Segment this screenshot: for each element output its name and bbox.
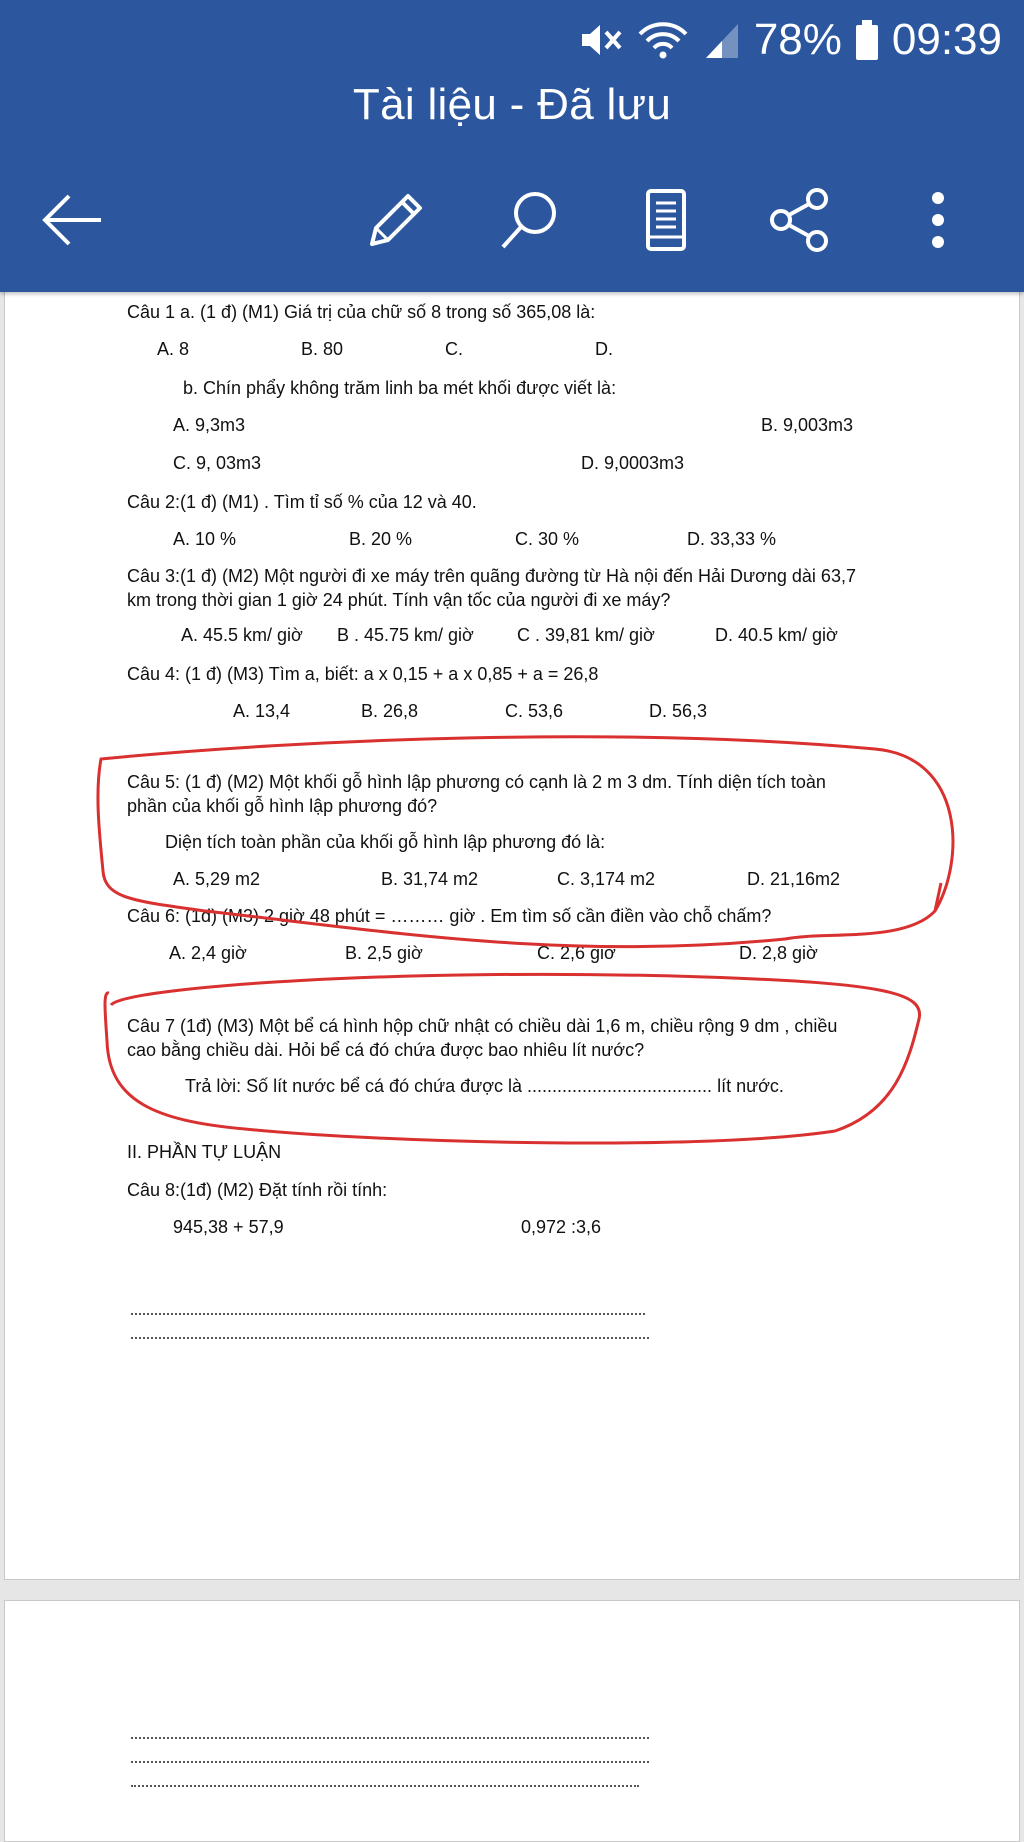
pencil-icon xyxy=(364,188,428,252)
question-3-line-1: Câu 3:(1 đ) (M2) Một người đi xe máy trên quãng đường từ Hà nội đến Hải Dương dài 63,7 xyxy=(127,566,856,586)
q6-option-c: C. 2,6 giờ xyxy=(537,943,616,963)
question-1b: b. Chín phẩy không trăm linh ba mét khối được viết là: xyxy=(183,378,617,398)
q4-option-b: B. 26,8 xyxy=(361,701,419,721)
question-8: Câu 8:(1đ) (M2) Đặt tính rồi tính: xyxy=(127,1180,388,1200)
q1a-option-d: D. xyxy=(595,339,613,359)
q5-option-b: B. 31,74 m2 xyxy=(381,869,479,889)
back-button[interactable] xyxy=(32,180,112,260)
question-5-line-2: phần của khối gỗ hình lập phương đó? xyxy=(127,796,438,816)
document-page-1[interactable] xyxy=(4,270,1020,1580)
mute-icon xyxy=(578,20,624,60)
q1a-option-c: C. xyxy=(445,339,463,359)
q1b-option-a: A. 9,3m3 xyxy=(173,415,246,435)
q3-option-d: D. 40.5 km/ giờ xyxy=(715,625,838,645)
question-1a: Câu 1 a. (1 đ) (M1) Giá trị của chữ số 8 trong số 365,08 là: xyxy=(127,302,596,322)
question-2: Câu 2:(1 đ) (M1) . Tìm tỉ số % của 12 và 40. xyxy=(127,492,477,512)
question-7-line-2: cao bằng chiều dài. Hỏi bể cá đó chứa được bao nhiêu lít nước? xyxy=(127,1040,645,1060)
q2-option-a: A. 10 % xyxy=(173,529,237,549)
share-icon xyxy=(767,187,833,253)
q4-option-c: C. 53,6 xyxy=(505,701,564,721)
q8-item-1: 945,38 + 57,9 xyxy=(173,1217,284,1237)
question-5-line-3: Diện tích toàn phần của khối gỗ hình lập phương đó là: xyxy=(165,832,606,852)
q8-item-2: 0,972 :3,6 xyxy=(521,1217,602,1237)
share-button[interactable] xyxy=(760,180,840,260)
search-button[interactable] xyxy=(490,180,570,260)
q5-option-d: D. 21,16m2 xyxy=(747,869,841,889)
q6-option-b: B. 2,5 giờ xyxy=(345,943,423,963)
edit-button[interactable] xyxy=(356,180,436,260)
answer-dotted-line xyxy=(131,1761,649,1763)
q3-option-b: B . 45.75 km/ giờ xyxy=(337,625,474,645)
answer-dotted-line xyxy=(131,1737,649,1739)
q1a-option-a: A. 8 xyxy=(157,339,190,359)
document-title: Tài liệu - Đã lưu xyxy=(352,80,672,129)
answer-dotted-line xyxy=(131,1337,649,1339)
question-4: Câu 4: (1 đ) (M3) Tìm a, biết: a x 0,15 + a x 0,85 + a = 26,8 xyxy=(127,664,599,684)
signal-icon xyxy=(702,20,742,60)
reader-view-icon xyxy=(642,187,690,253)
app-bar xyxy=(0,0,1024,292)
answer-dotted-line xyxy=(131,1313,645,1315)
q6-option-a: A. 2,4 giờ xyxy=(169,943,247,963)
more-options-button[interactable] xyxy=(898,180,978,260)
status-bar xyxy=(578,10,1002,70)
wifi-icon xyxy=(636,20,690,60)
q1b-option-b: B. 9,003m3 xyxy=(761,415,854,435)
section-heading: II. PHẦN TỰ LUẬN xyxy=(127,1142,282,1162)
reading-view-button[interactable] xyxy=(626,180,706,260)
q3-option-a: A. 45.5 km/ giờ xyxy=(181,625,303,645)
q3-option-c: C . 39,81 km/ giờ xyxy=(517,625,655,645)
search-icon xyxy=(497,187,563,253)
q2-option-b: B. 20 % xyxy=(349,529,413,549)
answer-dotted-line xyxy=(131,1785,639,1787)
question-5-line-1: Câu 5: (1 đ) (M2) Một khối gỗ hình lập phương có cạnh là 2 m 3 dm. Tính diện tích toàn xyxy=(127,772,826,792)
question-6: Câu 6: (1đ) (M3) 2 giờ 48 phút = ……… giờ . Em tìm số cần điền vào chỗ chấm? xyxy=(127,906,772,926)
battery-icon xyxy=(854,19,880,61)
question-7-line-1: Câu 7 (1đ) (M3) Một bể cá hình hộp chữ nhật có chiều dài 1,6 m, chiều rộng 9 dm , chiều xyxy=(127,1016,838,1036)
clock: 09:39 xyxy=(891,15,1002,64)
annotation-circle-q5 xyxy=(935,883,941,911)
q5-option-c: C. 3,174 m2 xyxy=(557,869,656,889)
more-vert-icon xyxy=(928,190,948,250)
q5-option-a: A. 5,29 m2 xyxy=(173,869,261,889)
q6-option-d: D. 2,8 giờ xyxy=(739,943,818,963)
q1b-option-c: C. 9, 03m3 xyxy=(173,453,262,473)
q2-option-d: D. 33,33 % xyxy=(687,529,777,549)
question-7-answer: Trả lời: Số lít nước bể cá đó chứa được là ..................................... lít nước. xyxy=(185,1076,784,1096)
battery-percent: 78% xyxy=(753,15,842,64)
document-page-2[interactable] xyxy=(4,1600,1020,1842)
q2-option-c: C. 30 % xyxy=(515,529,580,549)
q4-option-d: D. 56,3 xyxy=(649,701,708,721)
q1b-option-d: D. 9,0003m3 xyxy=(581,453,685,473)
back-arrow-icon xyxy=(39,192,105,248)
q4-option-a: A. 13,4 xyxy=(233,701,291,721)
q1a-option-b: B. 80 xyxy=(301,339,344,359)
question-3-line-2: km trong thời gian 1 giờ 24 phút. Tính vận tốc của người đi xe máy? xyxy=(127,590,671,610)
